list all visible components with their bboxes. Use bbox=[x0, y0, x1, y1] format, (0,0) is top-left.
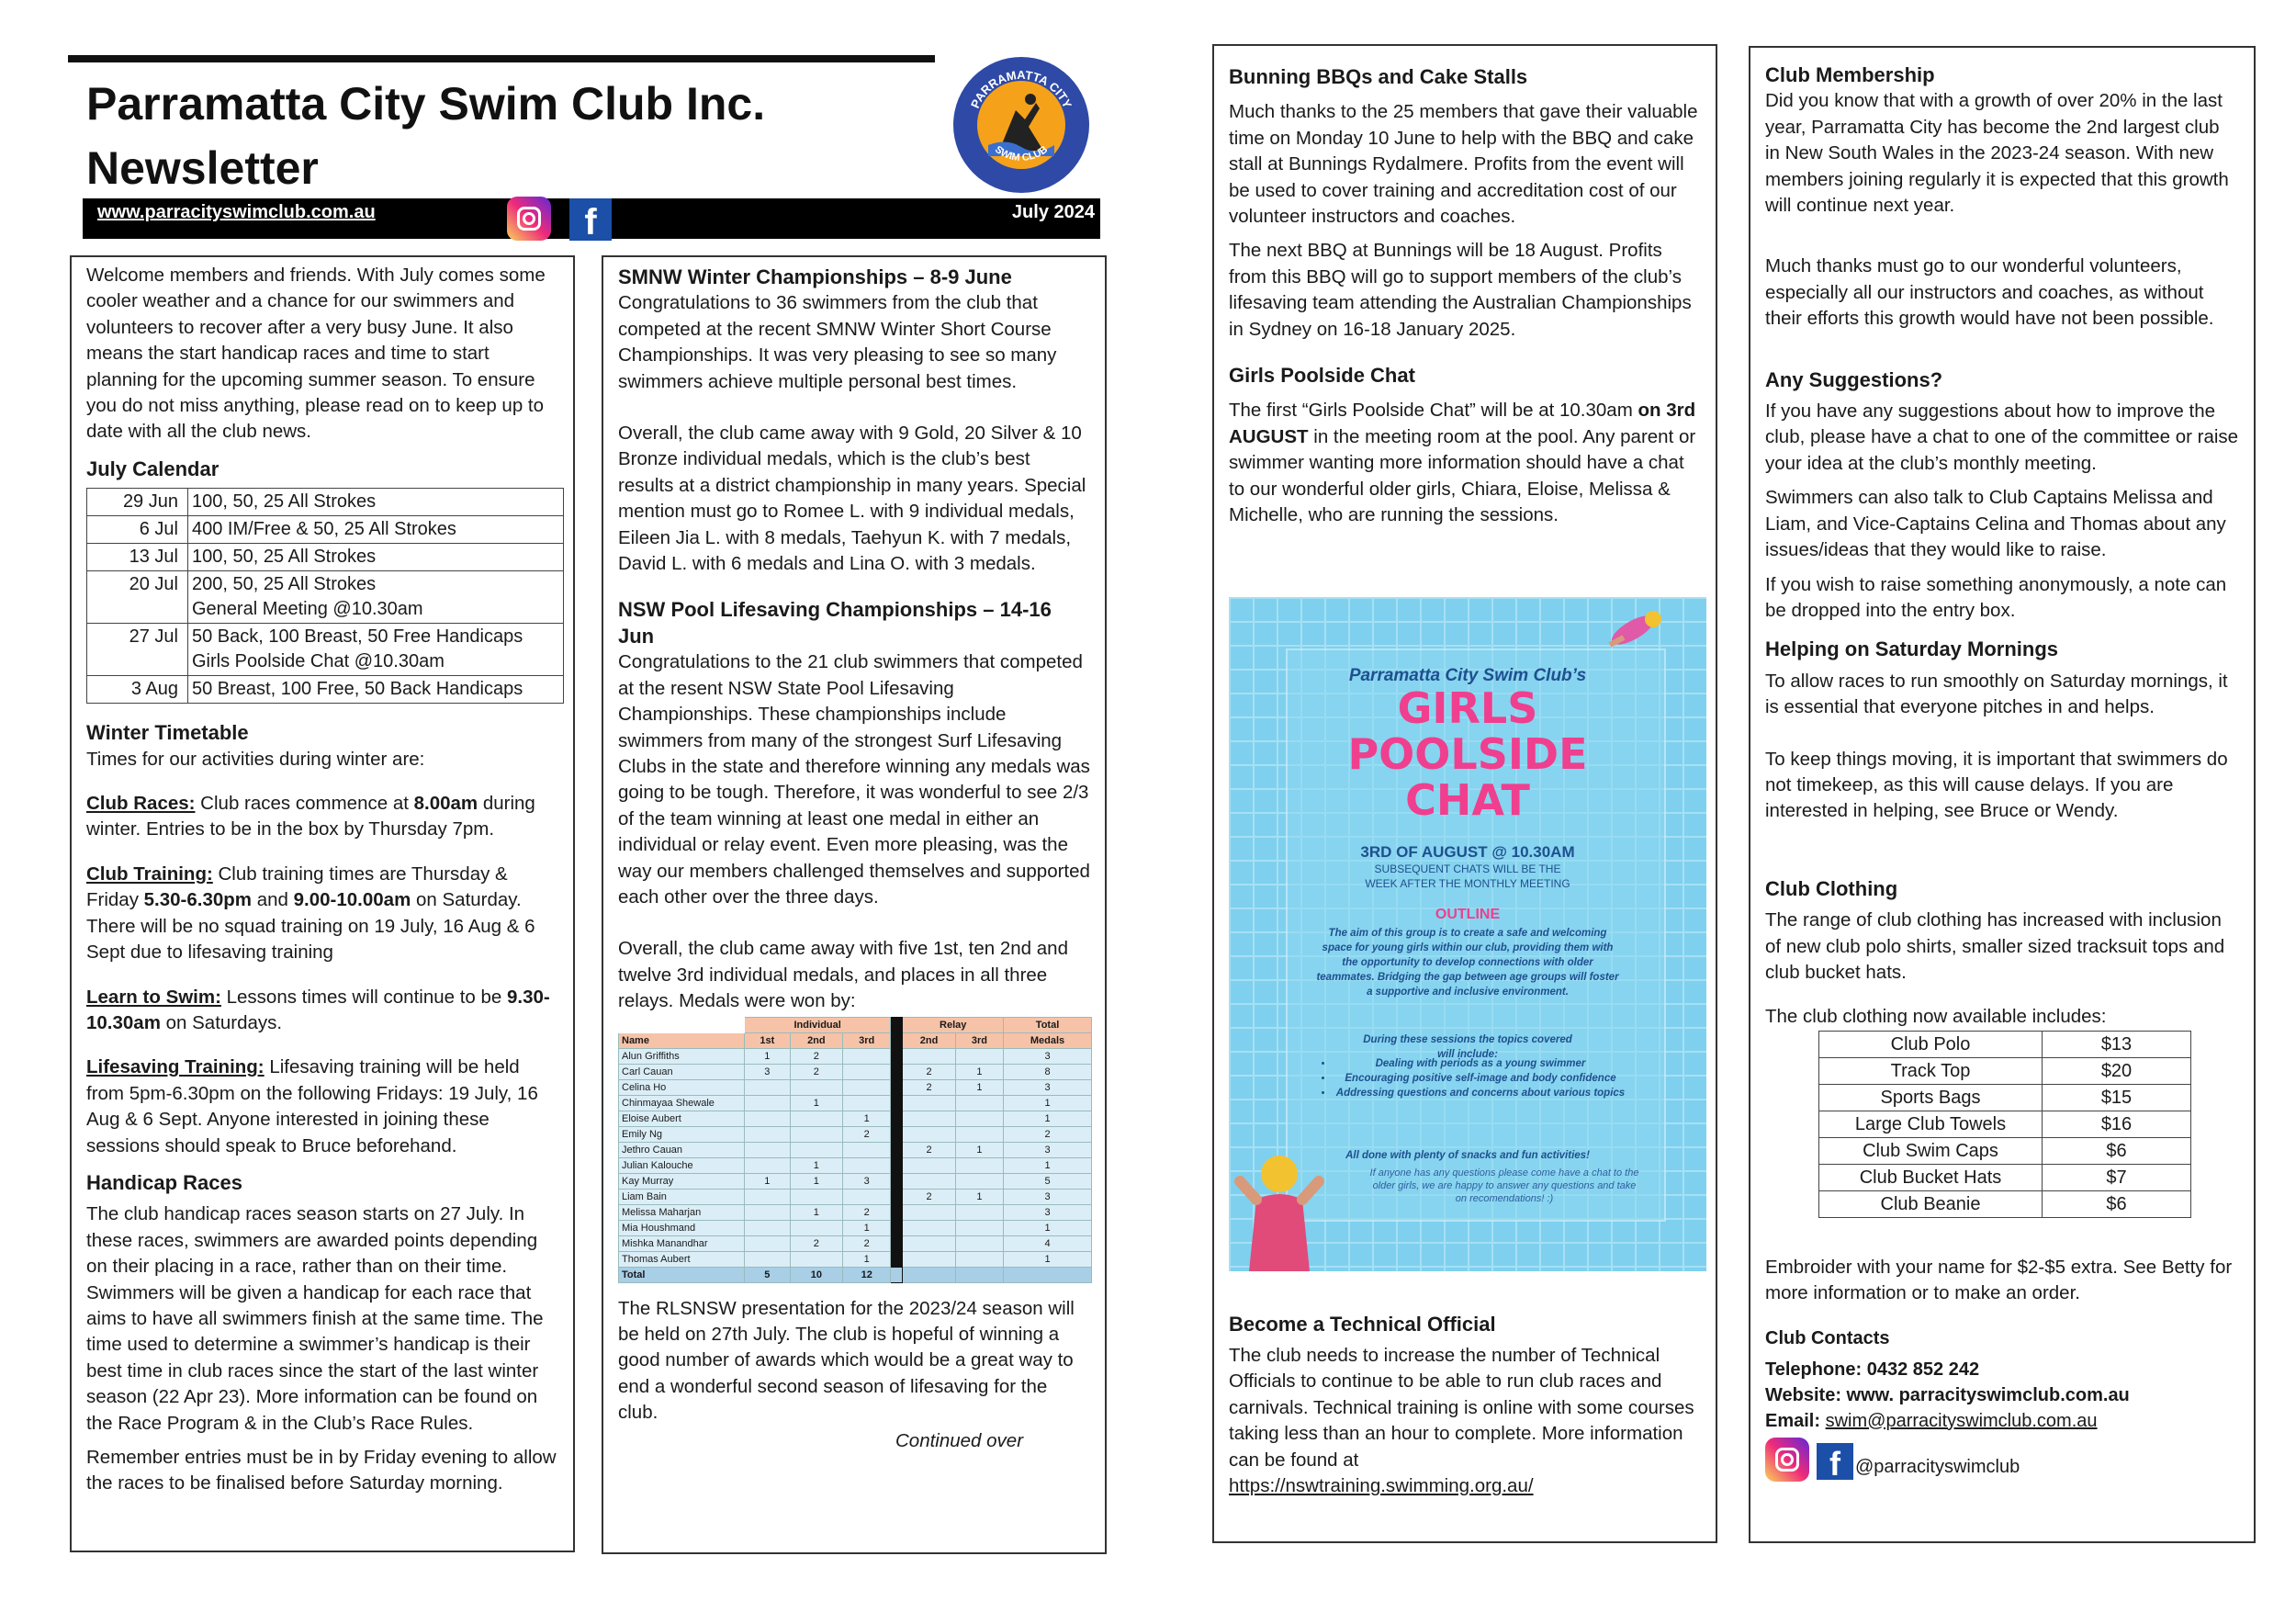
nsw-text-1: Congratulations to the 21 club swimmers that competed at the resent NSW State Pool Lifesaving Championships. These championships include swimmers from many of the strongest Surf Lifesaving Clubs in the state and therefore winning any medals was going to be tough. Therefore, it was wonderful to see 2/3 of the team winning at least one medal in either an individual or relay event. Even more pleasing, was the way our members challenged themselves and supported each other over the three days. bbox=[618, 651, 1090, 908]
helping-heading: Helping on Saturday Mornings bbox=[1765, 637, 2059, 661]
girls-chat-heading: Girls Poolside Chat bbox=[1229, 364, 1415, 388]
tech-heading: Become a Technical Official bbox=[1229, 1313, 1496, 1336]
table-row: Sports Bags $15 bbox=[1819, 1084, 2191, 1111]
club-races-text: Club Races: Club races commence at 8.00am during winter. Entries to be in the box by Thursday 7pm. bbox=[86, 793, 535, 840]
header-top-rule bbox=[68, 55, 935, 62]
poster-club: Parramatta City Swim Club’s bbox=[1348, 666, 1587, 685]
handicap-text: The club handicap races season starts on 27 July. In these races, swimmers are awarded points depending on their placing in a race, rather than on their time. Swimmers will be given a handicap for each race that aims to have all swimmers finish at the same time. The time used to determine a swimmer’s handicap is their best time in club races since the start of the last winter season (22 Apr 23). More information can be found on the Race Program & in the Club’s Race Rules. bbox=[86, 1203, 544, 1434]
smnw-heading: SMNW Winter Championships – 8-9 June bbox=[618, 265, 1012, 288]
table-row: Large Club Towels $16 bbox=[1819, 1111, 2191, 1137]
table-row: Julian Kalouche 1 1 bbox=[619, 1157, 1092, 1173]
table-row: Carl Cauan 3 2 2 1 8 bbox=[619, 1064, 1092, 1079]
table-row: 3 Aug 50 Breast, 100 Free, 50 Back Handicaps bbox=[87, 676, 564, 704]
tech-link[interactable]: https://nswtraining.swimming.org.au/ bbox=[1229, 1475, 1534, 1497]
clothing-text-1: The range of club clothing has increased with inclusion of new club polo shirts, smaller sized tracksuit tops and club bucket hats. bbox=[1765, 909, 2225, 983]
title-line-1: Parramatta City Swim Club Inc. bbox=[86, 78, 766, 130]
embroider-text: Embroider with your name for $2-$5 extra. See Betty for more information or to make an order. bbox=[1765, 1256, 2233, 1304]
suggestions-text-2: Swimmers can also talk to Club Captains Melissa and Liam, and Vice-Captains Celina and Thomas about any issues/ideas that they would like to raise. bbox=[1765, 487, 2226, 561]
club-logo bbox=[951, 55, 1091, 195]
handicap-heading: Handicap Races bbox=[86, 1170, 242, 1194]
welcome-text: Welcome members and friends. With July comes some cooler weather and a chance for our swimmers and volunteers to recover after a very busy June. It also means the start handicap races and time to start planning for the upcoming summer season. To ensure you do not miss anything, please read on to keep up to date with all the club news. bbox=[86, 265, 546, 443]
logo-top-text: PARRAMATTA CITY bbox=[968, 67, 1075, 110]
girls-chat-poster bbox=[1229, 597, 1706, 1271]
poster-note: If anyone has any questions please come have a chat to the older girls, we are happy to answer any questions and take on recomendations! :) bbox=[1369, 1167, 1639, 1204]
membership-thanks: Much thanks must go to our wonderful volunteers, especially all our instructors and coaches, as without their efforts this growth would have not been possible. bbox=[1765, 255, 2214, 330]
table-row: Eloise Aubert 1 1 bbox=[619, 1111, 1092, 1126]
header-bar bbox=[83, 198, 1100, 242]
handicap-text-2: Remember entries must be in by Friday evening to allow the races to be finalised before Saturday morning. bbox=[86, 1447, 557, 1494]
timetable-intro: Times for our activities during winter are: bbox=[86, 748, 425, 770]
table-row: Track Top $20 bbox=[1819, 1057, 2191, 1084]
rls-text: The RLSNSW presentation for the 2023/24 season will be held on 27th July. The club is hopeful of winning a good number of awards which would be a great way to end a wonderful second season of lifesaving for the club. bbox=[618, 1297, 1075, 1424]
table-row: Club Beanie $6 bbox=[1819, 1190, 2191, 1217]
poster-date: 3RD OF AUGUST @ 10.30AM bbox=[1360, 843, 1575, 861]
membership-text: Did you know that with a growth of over 20% in the last year, Parramatta City has become the 2nd largest club in New South Wales in the 2023-24 season. With new members joining regularly it is expected that this growth will continue next year. bbox=[1765, 90, 2229, 217]
table-row: Kay Murray 1 1 3 5 bbox=[619, 1173, 1092, 1189]
logo-bottom-text: SWIM CLUB bbox=[992, 143, 1051, 164]
suggestions-text-1: If you have any suggestions about how to improve the club, please have a chat to one of the committee or raise your idea at the club’s monthly meeting. bbox=[1765, 400, 2239, 474]
poster-outline: OUTLINE bbox=[1435, 907, 1501, 922]
membership-heading: Club Membership bbox=[1765, 63, 1935, 86]
table-row: 13 Jul 100, 50, 25 All Strokes bbox=[87, 544, 564, 571]
table-row: Melissa Maharjan 1 2 3 bbox=[619, 1204, 1092, 1220]
poster-snacks: All done with plenty of snacks and fun activities! bbox=[1345, 1150, 1590, 1161]
table-row: Chinmayaa Shewale 1 1 bbox=[619, 1095, 1092, 1111]
table-row: Emily Ng 2 2 bbox=[619, 1126, 1092, 1142]
clothing-heading: Club Clothing bbox=[1765, 876, 1898, 900]
contacts-heading: Club Contacts bbox=[1765, 1327, 1890, 1348]
contact-email: Email: swim@parracityswimclub.com.au bbox=[1765, 1410, 2098, 1431]
table-row: Alun Griffiths 1 2 3 bbox=[619, 1048, 1092, 1064]
poster-sub: SUBSEQUENT CHATS WILL BE THE WEEK AFTER THE MONTHLY MEETING bbox=[1365, 863, 1570, 890]
lifesaving-training-text: Lifesaving Training: Lifesaving training will be held from 5pm-6.30pm on the following Fridays: 19 July, 16 Aug & 6 Sept. Anyone interested in joining these sessions should speak to Bruce beforehand. bbox=[86, 1056, 538, 1156]
table-row: Jethro Cauan 2 1 3 bbox=[619, 1142, 1092, 1157]
table-row: Liam Bain 2 1 3 bbox=[619, 1189, 1092, 1204]
club-training-text: Club Training: Club training times are Thursday & Friday 5.30-6.30pm and 9.00-10.00am on Saturday. There will be no squad training on 19 July, 16 Aug & 6 Sept due to lifesaving training bbox=[86, 863, 535, 964]
website-link[interactable]: www.parracityswimclub.com.au bbox=[97, 202, 376, 222]
poster-topics: • Dealing with periods as a young swimmer • Encouraging positive self-image and body confidence • Addressing questions and concerns about various topics bbox=[1317, 1056, 1627, 1100]
nsw-text-2: Overall, the club came away with five 1st, ten 2nd and twelve 3rd individual medals, and places in all three relays. Medals were won by: bbox=[618, 938, 1068, 1012]
facebook-icon[interactable]: f bbox=[569, 198, 612, 241]
contacts bbox=[1765, 1325, 2239, 1483]
table-row: Thomas Aubert 1 1 bbox=[619, 1251, 1092, 1267]
calendar-table bbox=[86, 488, 564, 704]
medal-table bbox=[618, 1017, 1092, 1283]
contact-website: Website: www. parracityswimclub.com.au bbox=[1765, 1384, 2130, 1405]
tech-text: The club needs to increase the number of Technical Officials to continue to be able to run club races and carnivals. Technical training is online with some courses taking less than an hour to complete. More information can be found at https://nswtraining.swimming.org.au/ bbox=[1229, 1345, 1694, 1497]
poster-title: GIRLS POOLSIDE CHAT bbox=[1347, 683, 1588, 825]
table-row: Individual Relay Total bbox=[619, 1017, 1092, 1032]
poster-aim: The aim of this group is to create a safe and welcoming space for young girls within our club, providing them with the opportunity to develop connections with older teammates. Bridging the gap between age groups will foster a supportive and inclusive environment. bbox=[1316, 928, 1619, 998]
facebook-icon[interactable]: f bbox=[1817, 1443, 1853, 1480]
table-row: Club Swim Caps $6 bbox=[1819, 1137, 2191, 1164]
poster-swimmer-diving bbox=[1605, 601, 1670, 656]
contact-telephone: Telephone: 0432 852 242 bbox=[1765, 1359, 1980, 1380]
learn-to-swim-text: Learn to Swim: Lessons times will continue to be 9.30-10.30am on Saturdays. bbox=[86, 986, 550, 1033]
helping-text-1: To allow races to run smoothly on Saturday mornings, it is essential that everyone pitches in and helps. bbox=[1765, 670, 2228, 718]
bbq-text-2: The next BBQ at Bunnings will be 18 August. Profits from this BBQ will go to support members of the club’s lifesaving team attending the Australian Championships in Sydney on 16-18 January 2025. bbox=[1229, 240, 1692, 340]
helping-text-2: To keep things moving, it is important that swimmers do not timekeep, as this will cause delays. If you are interested in helping, see Bruce or Wendy. bbox=[1765, 748, 2228, 822]
table-row: Club Polo $13 bbox=[1819, 1031, 2191, 1057]
smnw-text-1: Congratulations to 36 swimmers from the club that competed at the recent SMNW Winter Short Course Championships. It was very pleasing to see so many swimmers achieve multiple personal best times. bbox=[618, 292, 1057, 392]
column-2 bbox=[602, 255, 1107, 1554]
suggestions-text-3: If you wish to raise something anonymously, a note can be dropped into the entry box. bbox=[1765, 573, 2227, 621]
medal-table-body bbox=[619, 1048, 1092, 1267]
newsletter-title bbox=[86, 72, 765, 200]
bbq-text-1: Much thanks to the 25 members that gave their valuable time on Monday 10 June to help with the BBQ and cake stall at Bunnings Rydalmere. Profits from the event will be used to cover training and accreditation cost of our volunteer instructors and coaches. bbox=[1229, 101, 1698, 228]
table-row: 6 Jul 400 IM/Free & 50, 25 All Strokes bbox=[87, 516, 564, 544]
column-3 bbox=[1212, 44, 1717, 1543]
issue-date: July 2024 bbox=[1011, 202, 1095, 222]
table-row: Mia Houshmand 1 1 bbox=[619, 1220, 1092, 1235]
continued-over: Continued over bbox=[895, 1429, 1024, 1451]
suggestions-heading: Any Suggestions? bbox=[1765, 367, 1943, 391]
email-link[interactable]: swim@parracityswimclub.com.au bbox=[1825, 1410, 2098, 1431]
social-row bbox=[1765, 1438, 2239, 1483]
calendar-heading: July Calendar bbox=[86, 457, 219, 480]
title-line-2: Newsletter bbox=[86, 142, 319, 194]
smnw-text-2: Overall, the club came away with 9 Gold, 20 Silver & 10 Bronze individual medals, which is the club’s best results at a district championship in many years. Special mention must go to Romee L. with 9 individual medals, Eileen Jia L. with 8 medals, Taehyun K. with 7 medals, David L. with 6 medals and Lina O. with 3 medals. bbox=[618, 423, 1086, 575]
nsw-heading: NSW Pool Lifesaving Championships – 14-16 Jun bbox=[618, 598, 1052, 648]
column-1 bbox=[70, 255, 575, 1552]
timetable-heading: Winter Timetable bbox=[86, 721, 249, 745]
clothing-text-2: The club clothing now available includes: bbox=[1765, 1006, 2107, 1028]
bbq-heading: Bunning BBQs and Cake Stalls bbox=[1229, 65, 1528, 88]
instagram-icon[interactable] bbox=[1765, 1438, 1809, 1482]
column-4 bbox=[1749, 46, 2256, 1543]
table-row: Celina Ho 2 1 3 bbox=[619, 1079, 1092, 1095]
table-row: Club Bucket Hats $7 bbox=[1819, 1164, 2191, 1190]
table-row: 20 Jul 200, 50, 25 All Strokes General Meeting @10.30am bbox=[87, 571, 564, 624]
table-row: 29 Jun 100, 50, 25 All Strokes bbox=[87, 489, 564, 516]
instagram-icon[interactable] bbox=[507, 197, 551, 241]
table-row: 27 Jul 50 Back, 100 Breast, 50 Free Handicaps Girls Poolside Chat @10.30am bbox=[87, 624, 564, 676]
poster-swimmer-standing bbox=[1229, 1154, 1330, 1271]
table-row: Mishka Manandhar 2 2 4 bbox=[619, 1235, 1092, 1251]
table-row: Total 5 10 12 bbox=[619, 1267, 1092, 1282]
table-row: Name 1st 2nd 3rd 2nd 3rd Medals bbox=[619, 1032, 1092, 1048]
girls-chat-text: The first “Girls Poolside Chat” will be at 10.30am on 3rd AUGUST in the meeting room at the pool. Any parent or swimmer wanting more information should have a chat to our wonderful older girls, Chiara, Eloise, Melissa & Michelle, who are running the sessions. bbox=[1229, 400, 1696, 526]
clothing-table bbox=[1818, 1031, 2191, 1218]
poster-topics-intro: During these sessions the topics covered will include: bbox=[1363, 1034, 1572, 1060]
social-handle: @parracityswimclub bbox=[1855, 1456, 2020, 1477]
